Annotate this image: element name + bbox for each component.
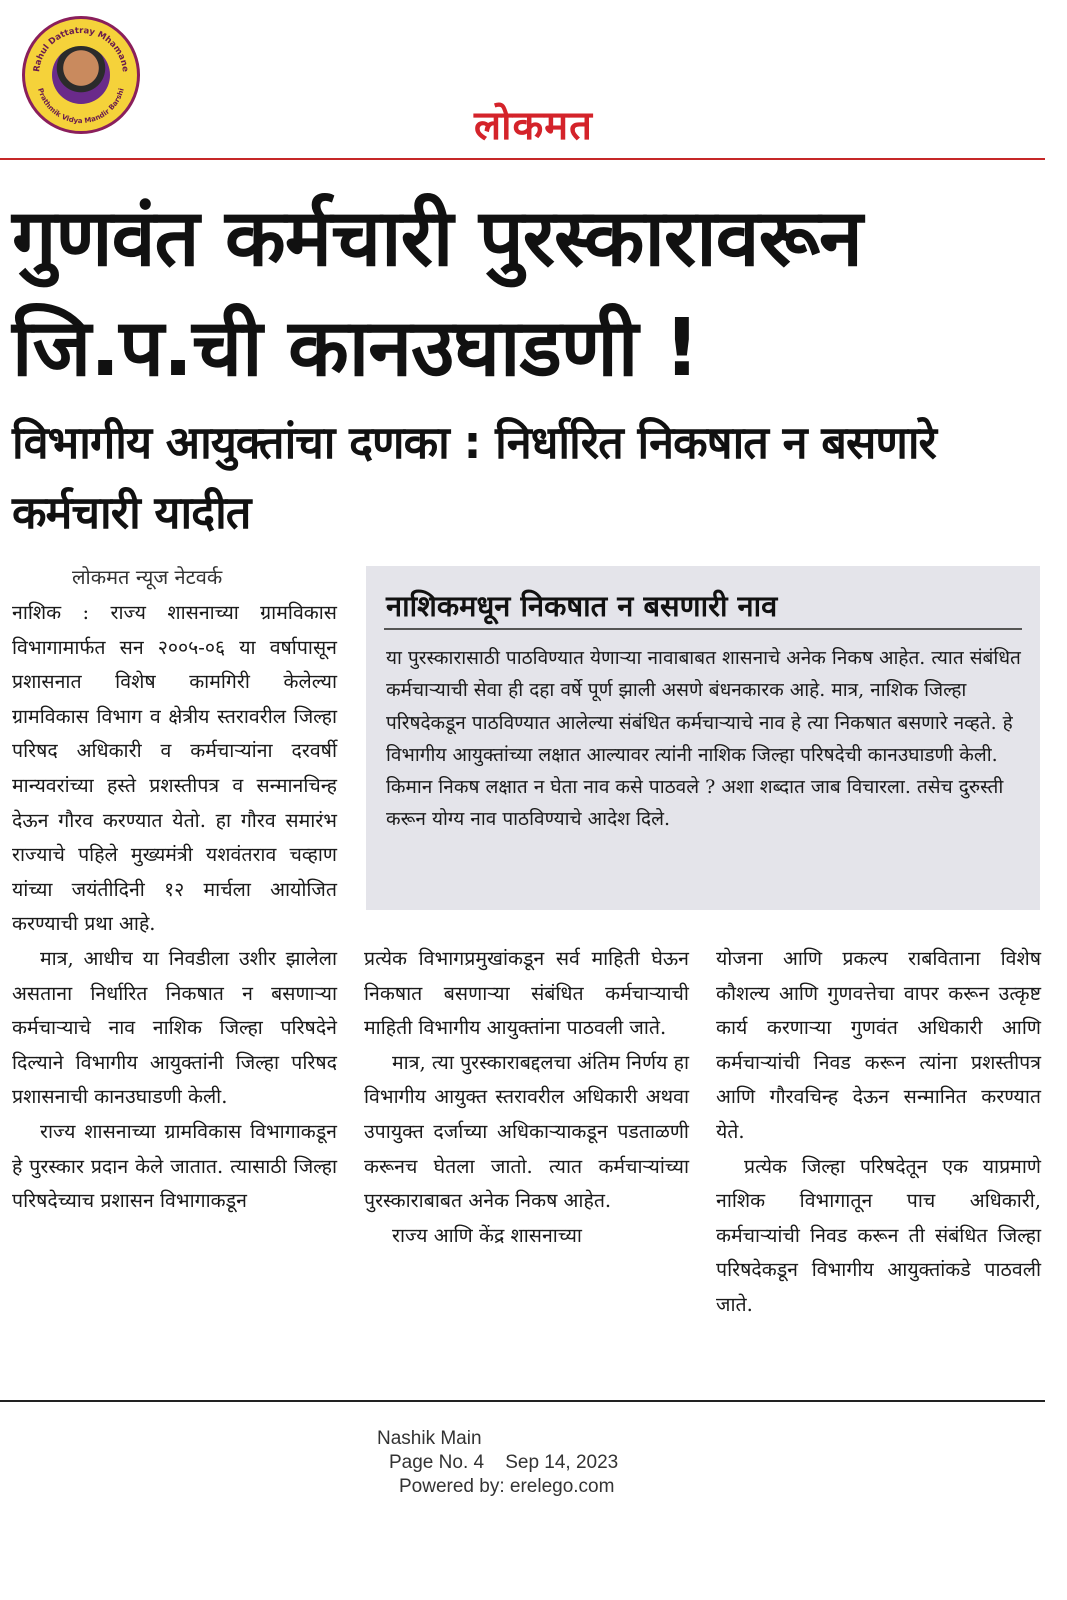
sidebar-box-body: या पुरस्कारासाठी पाठविण्यात येणाऱ्या नावाबाबत शासनाचे अनेक निकष आहेत. त्यात संबंधित कर्मचाऱ्याची सेवा ही दहा वर्षे पूर्ण झाली असणे बंधनकारक आहे. मात्र, नाशिक जिल्हा परिषदेकडून पाठविण्यात आलेल्या संबंधित कर्मचाऱ्याचे नाव हे त्या निकषात बसणारे नव्हते. हे विभागीय आयुक्तांच्या लक्षात आल्यावर त्यांनी नाशिक जिल्हा परिषदेची कानउघाडणी केली. किमान निकष लक्षात न घेता नाव कसे पाठवले ? अशा शब्दात जाब विचारला. तसेच दुरुस्ती करून योग्य नाव पाठविण्याचे आदेश दिले. xyxy=(386,647,1021,831)
bottom-rule xyxy=(0,1400,1045,1402)
sidebar-box-title: नाशिकमधून निकषात न बसणारी नाव xyxy=(386,589,778,623)
footer-date: Sep 14, 2023 xyxy=(505,1452,619,1473)
svg-text:Rahul Dattatray Mhamane: Rahul Dattatray Mhamane xyxy=(32,25,130,73)
masthead-logo: लोकमत xyxy=(474,103,593,149)
footer-powered-by: Powered by: erelego.com xyxy=(399,1476,615,1497)
byline: लोकमत न्यूज नेटवर्क xyxy=(72,565,223,589)
paragraph: योजना आणि प्रकल्प राबविताना विशेष कौशल्य आणि गुणवत्तेचा वापर करून उत्कृष्ट कार्य करणाऱ्या गुणवंत अधिकारी आणि कर्मचाऱ्यांची निवड करून त्यांना प्रशस्तीपत्र आणि गौरवचिन्ह देऊन सन्मानित करण्यात येते. xyxy=(716,947,1041,1143)
paragraph: मात्र, त्या पुरस्काराबद्दलचा अंतिम निर्णय हा विभागीय आयुक्त स्तरावरील अधिकारी अथवा उपायुक्त दर्जाच्या अधिकाऱ्याकडून पडताळणी करूनच घेतला जातो. त्यात कर्मचाऱ्यांच्या पुरस्काराबाबत अनेक निकष आहेत. xyxy=(364,1050,690,1213)
article-column-3 xyxy=(716,942,1041,1323)
top-rule xyxy=(0,158,1045,160)
footer-page: Page No. 4 xyxy=(389,1452,485,1473)
paragraph: प्रत्येक विभागप्रमुखांकडून सर्व माहिती घेऊन निकषात बसणाऱ्या संबंधित कर्मचाऱ्याची माहिती विभागीय आयुक्तांना पाठवली जाते. xyxy=(364,947,689,1040)
paragraph: राज्य शासनाच्या ग्रामविकास विभागाकडून हे पुरस्कार प्रदान केले जातात. त्यासाठी जिल्हा परिषदेच्याच प्रशासन विभागाकडून xyxy=(12,1119,337,1213)
svg-text:Prathmik Vidya Mandir Barshi: Prathmik Vidya Mandir Barshi xyxy=(36,87,126,126)
article-column-1 xyxy=(12,596,337,1219)
headline: गुणवंत कर्मचारी पुरस्कारावरून जि.प.ची कानउघाडणी ! xyxy=(12,192,862,394)
sidebar-box-rule xyxy=(384,628,1022,630)
paragraph: राज्य आणि केंद्र शासनाच्या xyxy=(392,1223,582,1247)
article-column-2 xyxy=(364,942,689,1253)
subheadline: विभागीय आयुक्तांचा दणका : निर्धारित निकषात न बसणारे कर्मचारी यादीत xyxy=(12,416,936,539)
paragraph: मात्र, आधीच या निवडीला उशीर झालेला असताना निर्धारित निकषात न बसणाऱ्या कर्मचाऱ्याचे नाव नाशिक जिल्हा परिषदेने दिल्याने विभागीय आयुक्तांनी जिल्हा परिषद प्रशासनाची कानउघाडणी केली. xyxy=(12,946,337,1109)
paragraph: नाशिक : राज्य शासनाच्या ग्रामविकास विभागामार्फत सन २००५-०६ या वर्षापासून प्रशासनात विशेष कामगिरी केलेल्या ग्रामविकास विभाग व क्षेत्रीय स्तरावरील जिल्हा परिषद अधिकारी व कर्मचाऱ्यांना दरवर्षी मान्यवरांच्या हस्ते प्रशस्तीपत्र व सन्मानचिन्ह देऊन गौरव करण्यात येतो. हा गौरव समारंभ राज्याचे पहिले मुख्यमंत्री यशवंतराव चव्हाण यांच्या जयंतीदिनी १२ मार्चला आयोजित करण्याची प्रथा आहे. xyxy=(12,601,337,936)
footer-edition: Nashik Main xyxy=(377,1428,482,1449)
paragraph: प्रत्येक जिल्हा परिषदेतून एक याप्रमाणे नाशिक विभागातून पाच अधिकारी, कर्मचाऱ्यांची निवड करून ती संबंधित जिल्हा परिषदेकडून विभागीय आयुक्तांकडे पाठवली जाते. xyxy=(716,1154,1041,1316)
footer-page-date xyxy=(389,1451,618,1475)
